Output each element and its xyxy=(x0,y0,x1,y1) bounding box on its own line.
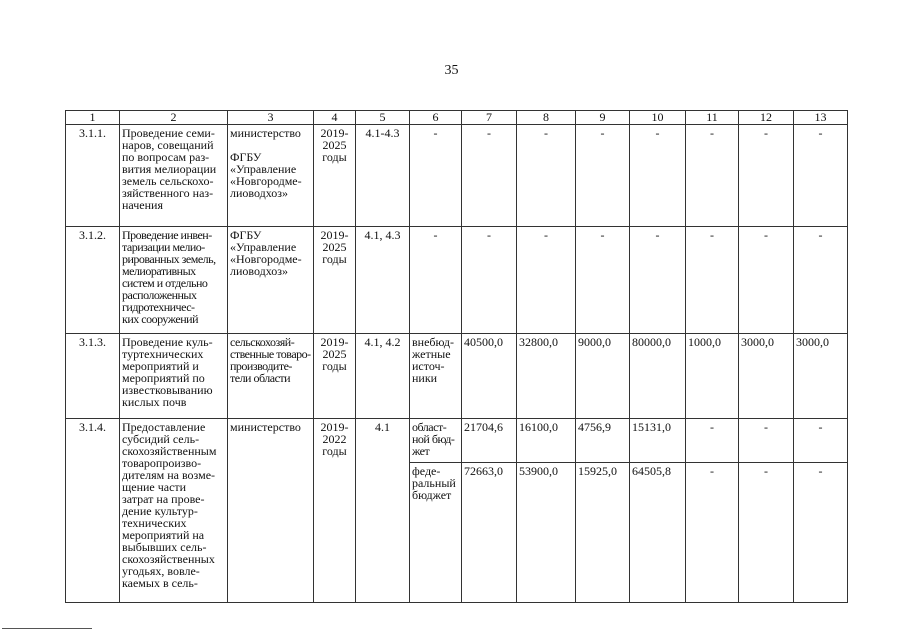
value-cell: - xyxy=(739,463,794,603)
row-id: 3.1.1. xyxy=(66,125,120,227)
table-row xyxy=(66,125,848,227)
executor: сельскохозяй- ственные товаро- производите- тели области xyxy=(228,334,314,419)
value-cell: 80000,0 xyxy=(630,334,686,419)
value-cell: - xyxy=(686,125,739,227)
value-cell: - xyxy=(686,463,739,603)
indicators: 4.1, 4.3 xyxy=(356,227,410,334)
column-header: 13 xyxy=(794,111,848,125)
row-id: 3.1.2. xyxy=(66,227,120,334)
row-id: 3.1.4. xyxy=(66,419,120,603)
value-cell: - xyxy=(686,419,739,463)
row-id: 3.1.3. xyxy=(66,334,120,419)
activity-name: Проведение семи- наров, совещаний по вопросам раз- вития мелиорации земель сельскохо- зяйственного наз- начения xyxy=(120,125,228,227)
value-cell: 4756,9 xyxy=(576,419,630,463)
column-header: 12 xyxy=(739,111,794,125)
value-cell: - xyxy=(739,227,794,334)
value-cell: 15925,0 xyxy=(576,463,630,603)
column-header: 8 xyxy=(517,111,576,125)
indicators: 4.1-4.3 xyxy=(356,125,410,227)
value-cell: 3000,0 xyxy=(794,334,848,419)
column-header: 5 xyxy=(356,111,410,125)
value-cell: 72663,0 xyxy=(462,463,517,603)
value-cell: 53900,0 xyxy=(517,463,576,603)
column-header: 4 xyxy=(314,111,356,125)
value-cell: 16100,0 xyxy=(517,419,576,463)
column-header: 9 xyxy=(576,111,630,125)
table-header-row xyxy=(66,111,848,125)
value-cell: - xyxy=(686,227,739,334)
value-cell: - xyxy=(517,125,576,227)
period: 2019- 2022 годы xyxy=(314,419,356,603)
table-row xyxy=(66,419,848,463)
indicators: 4.1 xyxy=(356,419,410,603)
activities-table xyxy=(65,110,848,603)
value-cell: - xyxy=(630,227,686,334)
column-header: 10 xyxy=(630,111,686,125)
column-header: 6 xyxy=(410,111,462,125)
funding-source: - xyxy=(410,227,462,334)
value-cell: - xyxy=(462,227,517,334)
column-header: 7 xyxy=(462,111,517,125)
value-cell: - xyxy=(630,125,686,227)
value-cell: 15131,0 xyxy=(630,419,686,463)
value-cell: 32800,0 xyxy=(517,334,576,419)
column-header: 11 xyxy=(686,111,739,125)
value-cell: 21704,6 xyxy=(462,419,517,463)
value-cell: 40500,0 xyxy=(462,334,517,419)
value-cell: - xyxy=(794,227,848,334)
table-row xyxy=(66,227,848,334)
value-cell: - xyxy=(739,125,794,227)
funding-source: внебюд- жетные источ- ники xyxy=(410,334,462,419)
footnote-separator xyxy=(2,628,92,629)
value-cell: 64505,8 xyxy=(630,463,686,603)
value-cell: - xyxy=(794,125,848,227)
value-cell: 3000,0 xyxy=(739,334,794,419)
value-cell: - xyxy=(576,227,630,334)
value-cell: - xyxy=(794,419,848,463)
value-cell: 9000,0 xyxy=(576,334,630,419)
column-header: 1 xyxy=(66,111,120,125)
period: 2019- 2025 годы xyxy=(314,125,356,227)
column-header: 2 xyxy=(120,111,228,125)
funding-source: феде- ральный бюджет xyxy=(410,463,462,603)
executor: министерство ФГБУ «Управление «Новгородме- лиоводхоз» xyxy=(228,125,314,227)
column-header: 3 xyxy=(228,111,314,125)
funding-source: - xyxy=(410,125,462,227)
table-row xyxy=(66,334,848,419)
page-number: 35 xyxy=(444,63,459,78)
period: 2019- 2025 годы xyxy=(314,227,356,334)
period: 2019- 2025 годы xyxy=(314,334,356,419)
value-cell: - xyxy=(739,419,794,463)
activity-name: Проведение инвен- таризации мелио- рированных земель, мелиоративных систем и отдельно расположенных гидротехничес- ких сооружений xyxy=(120,227,228,334)
value-cell: - xyxy=(576,125,630,227)
value-cell: - xyxy=(517,227,576,334)
value-cell: - xyxy=(794,463,848,603)
activity-name: Предоставление субсидий сель- скохозяйственным товаропроизво- дителям на возме- щение части затрат на прове- дение культур- технических мероприятий на выбывших сель- скохозяйственных угодьях, вовле- каемых в сель- xyxy=(120,419,228,603)
activity-name: Проведение куль- туртехнических мероприятий и мероприятий по известковыванию кислых почв xyxy=(120,334,228,419)
indicators: 4.1, 4.2 xyxy=(356,334,410,419)
value-cell: - xyxy=(462,125,517,227)
executor: ФГБУ «Управление «Новгородме- лиоводхоз» xyxy=(228,227,314,334)
funding-source: област- ной бюд- жет xyxy=(410,419,462,463)
value-cell: 1000,0 xyxy=(686,334,739,419)
executor: министерство xyxy=(228,419,314,603)
